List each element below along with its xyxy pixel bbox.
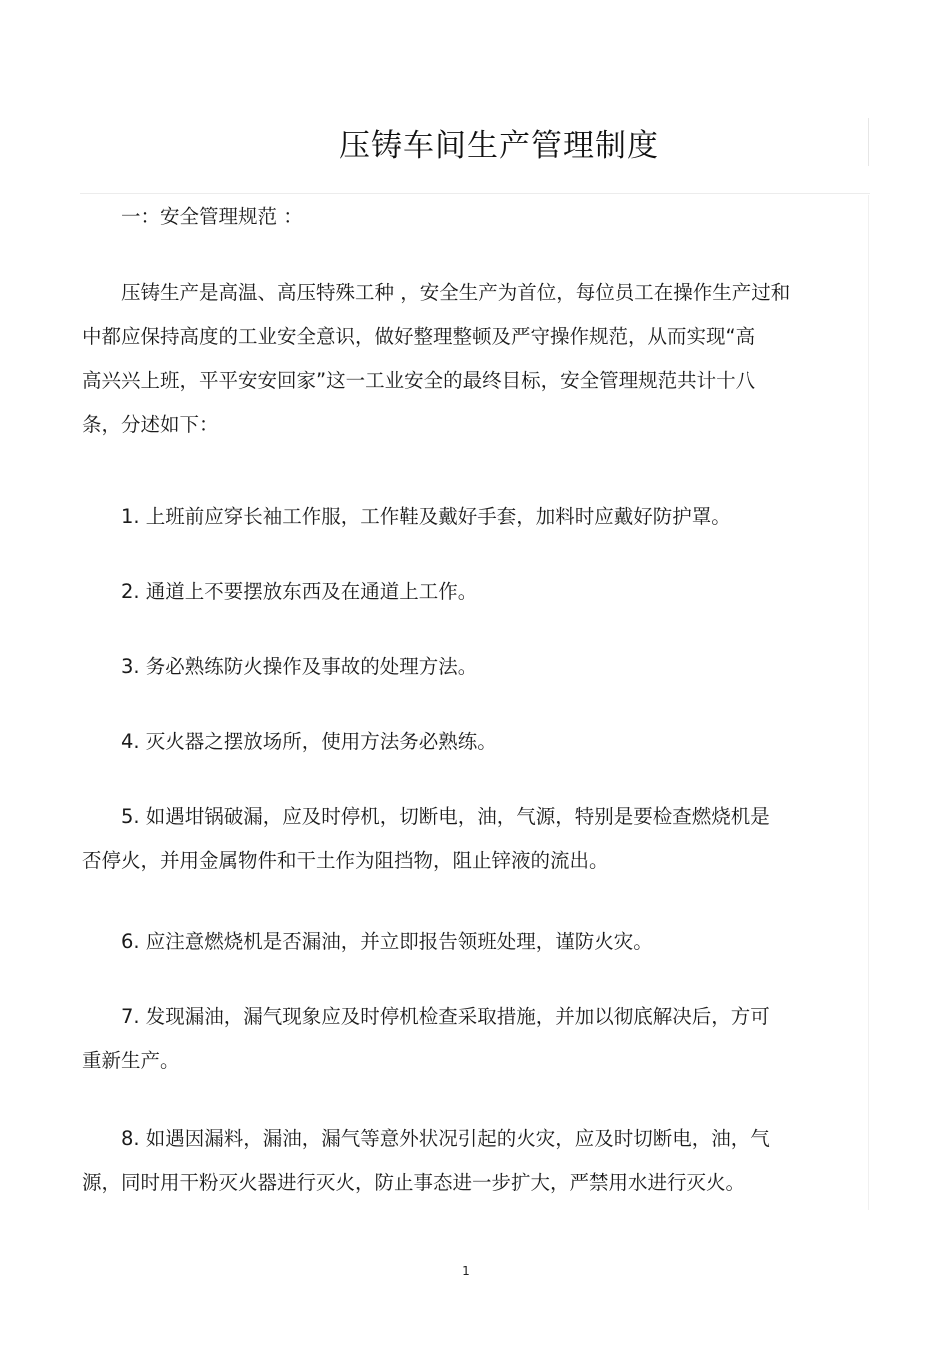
rule-2 <box>82 570 822 614</box>
intro-line: 高兴兴上班，平平安安回家”这一工业安全的最终目标，安全管理规范共计十八 <box>82 369 756 392</box>
title-divider <box>868 118 869 166</box>
rule-line: 8. 如遇因漏料，漏油，漏气等意外状况引起的火灾，应及时切断电，油，气 <box>121 1127 770 1150</box>
rule-7 <box>82 995 822 1083</box>
rule-line: 2. 通道上不要摆放东西及在通道上工作。 <box>121 580 478 603</box>
intro-line: 条，分述如下： <box>82 413 219 436</box>
header-divider <box>80 193 870 194</box>
section-heading-block <box>82 195 822 239</box>
intro-line: 中都应保持高度的工业安全意识，做好整理整顿及严守操作规范，从而实现“高 <box>82 325 756 348</box>
rule-line: 4. 灭火器之摆放场所，使用方法务必熟练。 <box>121 730 497 753</box>
intro-paragraph <box>82 271 822 447</box>
rule-line: 1. 上班前应穿长袖工作服，工作鞋及戴好手套，加料时应戴好防护罩。 <box>121 505 731 528</box>
rule-line: 6. 应注意燃烧机是否漏油，并立即报告领班处理，谨防火灾。 <box>121 930 653 953</box>
rule-line: 重新生产。 <box>82 1049 180 1072</box>
rule-5 <box>82 795 822 883</box>
document-title: 压铸车间生产管理制度 <box>339 128 659 164</box>
rule-line: 3. 务必熟练防火操作及事故的处理方法。 <box>121 655 478 678</box>
rule-line: 源，同时用干粉灭火器进行灭火，防止事态进一步扩大，严禁用水进行灭火。 <box>82 1171 746 1194</box>
intro-line: 压铸生产是高温、高压特殊工种 ，安全生产为首位，每位员工在操作生产过和 <box>121 281 791 304</box>
section-heading: 一：安全管理规范 ： <box>121 205 303 228</box>
rule-line: 7. 发现漏油，漏气现象应及时停机检查采取措施，并加以彻底解决后，方可 <box>121 1005 770 1028</box>
rule-8 <box>82 1117 822 1205</box>
rule-line: 否停火，并用金属物件和干土作为阻挡物，阻止锌液的流出。 <box>82 849 609 872</box>
rule-line: 5. 如遇坩锅破漏，应及时停机，切断电，油，气源，特别是要检查燃烧机是 <box>121 805 770 828</box>
rule-1 <box>82 495 822 539</box>
page-number: 1 <box>462 1264 470 1278</box>
body-divider <box>868 195 869 1210</box>
rule-6 <box>82 920 822 964</box>
rule-3 <box>82 645 822 689</box>
rule-4 <box>82 720 822 764</box>
